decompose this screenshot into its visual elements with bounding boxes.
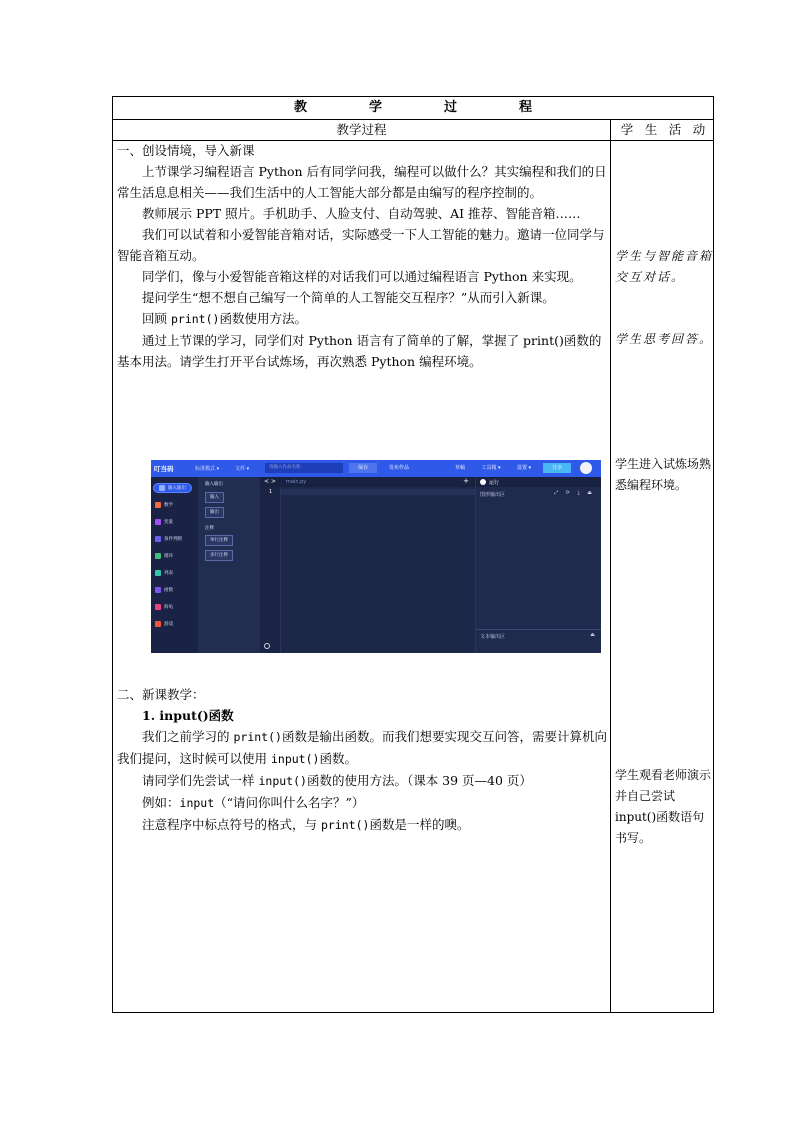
ide-menu-file[interactable]: 文件 ▾ [235,466,250,472]
code: input [179,796,215,810]
active-line [281,489,475,495]
paragraph: 我们可以试着和小爱智能音箱对话，实际感受一下人工智能的魅力。邀请一位同学与智能音箱互动。 [117,227,605,263]
loop-icon [155,553,161,559]
ide-logo: 叮当码 [154,465,174,473]
ide-code-editor[interactable] [260,477,475,653]
student-activity-note: 学生与智能音箱交互对话。 [615,249,714,284]
ide-screenshot [151,460,601,653]
paragraph: 提问学生“想不想自己编写一个简单的人工智能交互程序？”从而引入新课。 [142,290,555,305]
text: 函数使用方法。 [219,311,307,326]
process-content [117,140,609,372]
category-label: 列表 [164,571,173,576]
title-char: 学 [368,100,382,115]
category-label: 函数 [164,588,173,593]
panel-label: 注释 [205,526,214,531]
paragraph: 同学们，像与小爱智能音箱这样的对话我们可以通过编程语言 Python 来实现。 [142,269,582,284]
text: 回顾 [142,311,171,326]
ide-output-panel [475,477,601,653]
block-input-button[interactable]: 输入 [205,492,224,503]
column-divider [610,119,611,1012]
category-item[interactable] [155,553,173,559]
ide-tools-button[interactable]: 工具箱 ▾ [481,465,501,471]
block-multi-comment-button[interactable]: 多行注释 [205,550,233,561]
line-number: 1 [269,489,273,495]
ide-title-input[interactable]: 请输入作品名称 [265,463,343,473]
editor-tabbar [260,477,475,487]
ide-publish-button[interactable]: 发布作品 [388,465,409,471]
header-char: 学 [620,122,634,137]
ide-settings-button[interactable]: 设置 ▾ [516,465,532,471]
header-char: 动 [692,122,706,137]
category-item[interactable] [155,604,173,610]
category-item[interactable] [155,570,173,576]
graph-output-label: 图形输出区 [480,492,506,498]
avatar[interactable] [580,462,592,474]
code-brackets-icon: < > [264,478,276,485]
title-char: 程 [519,100,533,115]
ide-topbar [151,460,601,477]
paragraph: 通过上节课的学习，同学们对 Python 语言有了简单的了解，掌握了 print()函数的基本用法。请学生打开平台试炼场，再次熟悉 Python 编程环境。 [117,333,602,369]
category-label: 输入输出 [168,486,186,491]
game-icon [155,621,161,627]
code: print() [233,730,282,744]
text: （“请问你叫什么名字？”） [214,795,365,810]
section-title: 一、创设情境，导入新课 [117,143,255,158]
student-activity-note: 学生思考回答。 [615,332,714,346]
paragraph: 教师展示 PPT 照片。手机助手、人脸支付、自动驾驶、AI 推荐、智能音箱…… [142,206,581,221]
paragraph [117,770,609,792]
category-item[interactable] [155,536,182,542]
text: 请同学们先尝试一样 [142,773,259,788]
subsection-title: 1. input()函数 [142,708,234,723]
output-toolbar-icons[interactable]: ⤢ ⟳ ⤓ ⏏ [554,490,595,496]
ide-save-button[interactable]: 保存 [349,463,377,473]
col-header-student [611,120,715,140]
turtle-icon [155,604,161,610]
code: input() [258,774,307,788]
category-item[interactable] [153,483,192,493]
condition-icon [155,536,161,542]
ide-share-button[interactable]: 分享 [543,463,571,473]
paragraph [117,726,609,770]
add-tab-icon[interactable]: + [463,477,469,485]
line-gutter [260,487,281,653]
code: print() [170,312,220,326]
category-label: 变量 [164,520,173,525]
variable-icon [155,519,161,525]
section-title: 二、新课教学： [117,687,205,702]
category-item[interactable] [155,621,173,627]
category-item[interactable] [155,519,173,525]
new-lesson-content [117,684,609,836]
lesson-table [112,96,714,1013]
block-line-comment-button[interactable]: 单行注释 [205,535,233,546]
run-button[interactable]: 运行 [489,480,500,486]
text: 函数。 [319,751,357,766]
text: 我们之前学习的 [142,729,234,744]
list-icon [155,570,161,576]
category-label: 海龟 [164,605,173,610]
run-bar [476,477,601,487]
io-icon [159,485,165,491]
run-icon[interactable] [480,479,486,485]
text: 例如： [142,795,180,810]
category-item[interactable] [155,502,173,508]
function-icon [155,587,161,593]
text: 函数是一样的噢。 [369,817,470,832]
code: input() [270,752,320,766]
title-char: 过 [444,100,458,115]
category-item[interactable] [155,587,173,593]
paragraph [117,814,609,836]
text-output-area [476,629,601,653]
category-label: 条件判断 [164,537,182,542]
category-label: 数学 [164,503,173,508]
ide-draft-button[interactable]: 草稿 [454,465,465,471]
text: 函数的使用方法。（课本 39 页—40 页） [306,773,532,788]
table-title [113,98,713,118]
panel-title: 输入输出 [205,482,223,487]
title-char: 教 [293,100,307,115]
text: 函数是输出函数。而我们想要实现交互问答，需要计算机向我们提问，这时候可以使用 [117,729,607,766]
clear-icon[interactable]: ⏏ [590,632,595,638]
history-icon[interactable] [264,643,270,649]
file-tab[interactable]: main.py [286,479,307,485]
code: print() [320,818,370,832]
category-label: 游戏 [164,622,173,627]
paragraph [117,308,609,330]
text-output-label: 文本输出区 [480,634,506,640]
ide-category-sidebar [151,477,199,653]
paragraph: 上节课学习编程语言 Python 后有同学问我，编程可以做什么？其实编程和我们的日常生活息息相关——我们生活中的人工智能大部分都是由编写的程序控制的。 [117,164,607,200]
category-label: 循环 [164,554,173,559]
student-activity-note: 学生进入试炼场熟悉编程环境。 [615,457,712,492]
block-output-button[interactable]: 输出 [205,507,224,518]
header-char: 活 [668,122,682,137]
student-activity-note: 学生观看老师演示并自己尝试 input()函数语句书写。 [615,768,712,845]
paragraph [117,792,609,814]
ide-menu-mode[interactable]: 标准模式 ▾ [195,466,220,472]
math-icon [155,502,161,508]
header-char: 生 [644,122,658,137]
text: 注意程序中标点符号的格式，与 [142,817,321,832]
ide-block-panel [198,477,261,653]
col-header-process: 教学过程 [336,122,387,137]
